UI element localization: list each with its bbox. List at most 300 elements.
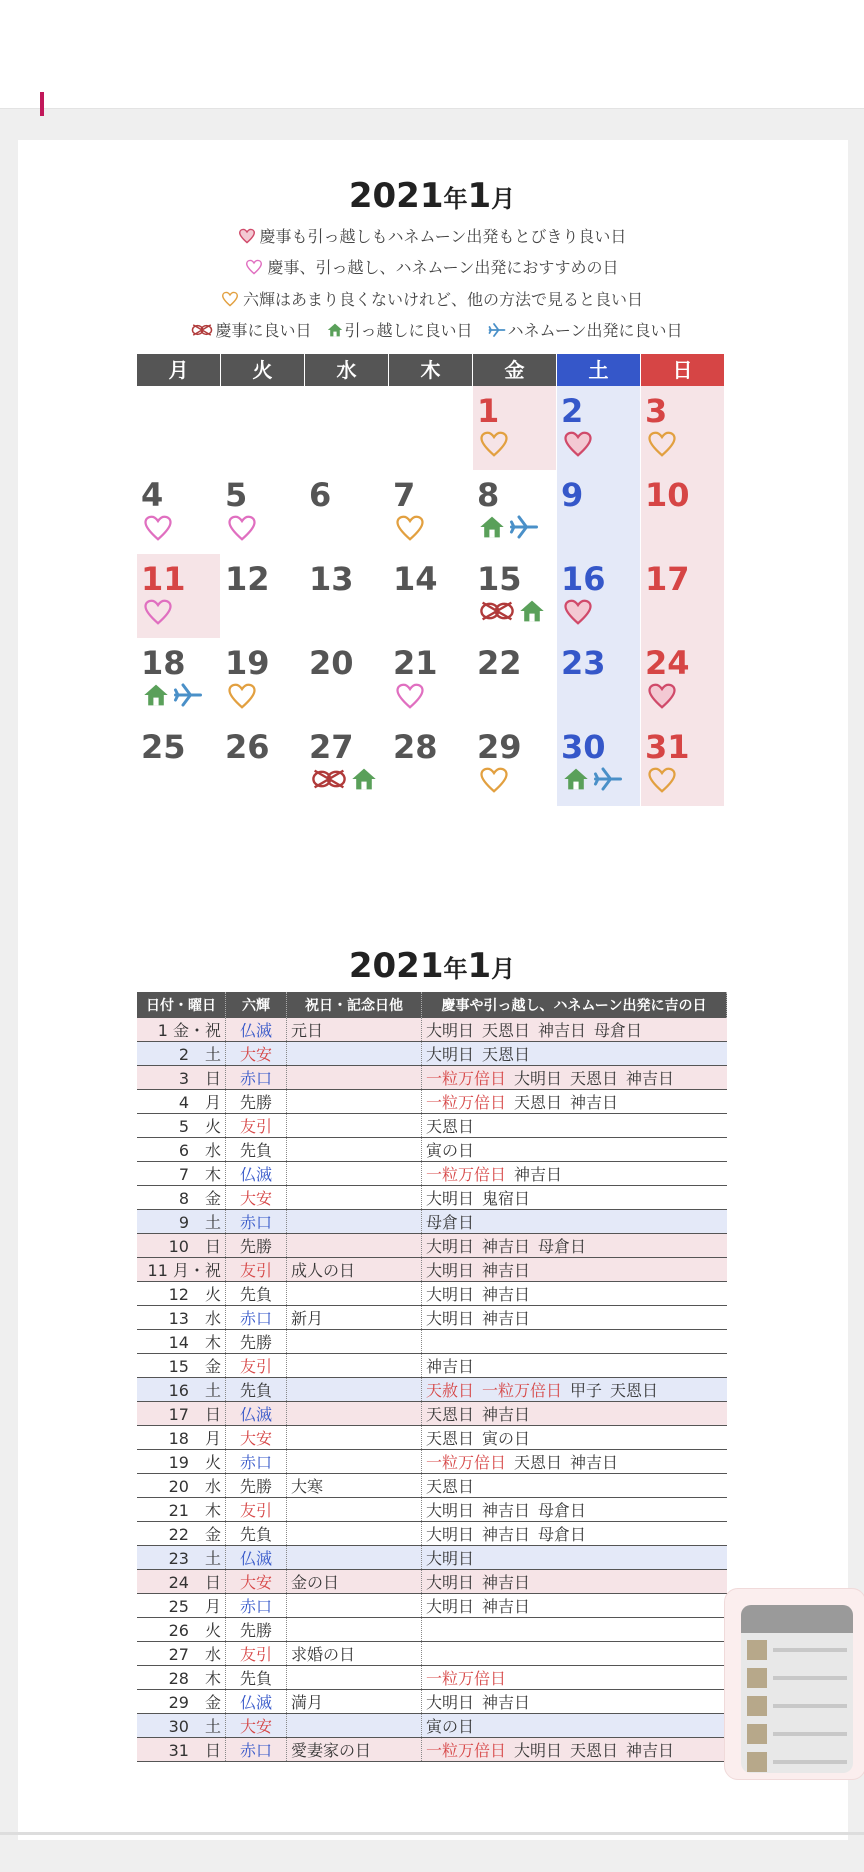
heart-orange-icon xyxy=(479,430,509,462)
calendar-day-icons xyxy=(647,430,677,462)
cell-lucky-days xyxy=(422,1450,727,1474)
calendar-grid xyxy=(137,354,727,806)
legend-line-1 xyxy=(0,224,864,248)
calendar-day-29 xyxy=(473,722,556,806)
cell-holiday xyxy=(287,1042,422,1066)
cell-lucky-days xyxy=(422,1666,727,1690)
calendar-day-12 xyxy=(221,554,304,638)
calendar-day-8 xyxy=(473,470,556,554)
calendar-day-number: 28 xyxy=(393,728,438,766)
house-icon xyxy=(479,514,505,544)
calendar-day-number: 29 xyxy=(477,728,522,766)
rokuyo-label: 友引 xyxy=(239,1645,272,1664)
calendar-day-icons xyxy=(563,598,593,630)
cell-holiday xyxy=(287,1546,422,1570)
calendar-day-number: 17 xyxy=(645,560,690,598)
cell-lucky-days xyxy=(422,1162,727,1186)
lucky-day-label: 神吉日 xyxy=(626,1069,675,1088)
cell-lucky-days xyxy=(422,1234,727,1258)
calendar-day-24 xyxy=(641,638,724,722)
calendar-day-icons xyxy=(311,766,377,796)
calendar-day-number: 21 xyxy=(393,644,438,682)
lucky-day-label: 大明日 xyxy=(426,1573,475,1592)
cell-rokuyo xyxy=(226,1162,287,1186)
lucky-day-label: 神吉日 xyxy=(538,1021,587,1040)
calendar-empty-cell xyxy=(137,386,220,470)
weekday-header-4: 金 xyxy=(473,354,556,386)
calendar-day-icons xyxy=(395,682,425,714)
house-icon xyxy=(327,322,343,342)
heart-pink-icon xyxy=(227,514,257,546)
cell-date: 29 金 xyxy=(137,1690,226,1714)
widget-phone-bar xyxy=(741,1605,853,1633)
calendar-day-10 xyxy=(641,470,724,554)
cell-date: 16 土 xyxy=(137,1378,226,1402)
cell-rokuyo xyxy=(226,1234,287,1258)
calendar-day-25 xyxy=(137,722,220,806)
calendar-title-year: 2021 xyxy=(348,176,444,216)
calendar-empty-cell xyxy=(305,386,388,470)
table-row xyxy=(137,1498,727,1522)
cell-lucky-days xyxy=(422,1090,727,1114)
table-row xyxy=(137,1330,727,1354)
heart-orange-icon xyxy=(227,682,257,714)
cell-holiday: 大寒 xyxy=(287,1474,422,1498)
calendar-title-nen: 年 xyxy=(443,185,468,213)
cell-date: 26 火 xyxy=(137,1618,226,1642)
rokuyo-label: 赤口 xyxy=(239,1069,272,1088)
calendar-day-9 xyxy=(557,470,640,554)
lucky-day-label: 大明日 xyxy=(426,1045,475,1064)
rokuyo-label: 大安 xyxy=(239,1429,272,1448)
cell-holiday xyxy=(287,1330,422,1354)
lucky-day-label: 一粒万倍日 xyxy=(426,1741,507,1760)
cell-rokuyo xyxy=(226,1546,287,1570)
header-holiday: 祝日・記念日他 xyxy=(287,992,422,1018)
heart-pink-icon xyxy=(245,259,263,279)
table-row xyxy=(137,1546,727,1570)
cell-holiday xyxy=(287,1234,422,1258)
legend-text-other-method: 六輝はあまり良くないけれど、他の方法で見ると良い日 xyxy=(242,290,643,309)
cell-holiday xyxy=(287,1498,422,1522)
lucky-day-label: 神吉日 xyxy=(626,1741,675,1760)
cell-lucky-days xyxy=(422,1594,727,1618)
lucky-day-label: 天恩日 xyxy=(426,1117,475,1136)
calendar-day-number: 23 xyxy=(561,644,606,682)
lucky-day-label: 天恩日 xyxy=(570,1741,619,1760)
weekday-header-2: 水 xyxy=(305,354,388,386)
table-title xyxy=(0,946,864,986)
legend-text-recommended: 慶事、引っ越し、ハネムーン出発におすすめの日 xyxy=(267,258,619,277)
lucky-day-table xyxy=(137,992,727,1762)
house-icon xyxy=(563,766,589,796)
heart-orange-icon xyxy=(479,766,509,798)
table-row xyxy=(137,1114,727,1138)
calendar-day-number: 22 xyxy=(477,644,522,682)
lucky-day-label: 大明日 xyxy=(426,1189,475,1208)
lucky-day-label: 寅の日 xyxy=(426,1717,475,1736)
calendar-day-number: 5 xyxy=(225,476,248,514)
calendar-day-number: 10 xyxy=(645,476,690,514)
plane-icon xyxy=(173,682,203,712)
cell-holiday: 求婚の日 xyxy=(287,1642,422,1666)
cell-holiday xyxy=(287,1186,422,1210)
rokuyo-label: 仏滅 xyxy=(239,1405,272,1424)
cell-date: 12 火 xyxy=(137,1282,226,1306)
lucky-day-label: 神吉日 xyxy=(482,1405,531,1424)
cell-rokuyo xyxy=(226,1066,287,1090)
rokuyo-label: 仏滅 xyxy=(239,1549,272,1568)
calendar-day-number: 9 xyxy=(561,476,584,514)
lucky-day-label: 神吉日 xyxy=(482,1525,531,1544)
calendar-day-14 xyxy=(389,554,472,638)
calendar-day-icons xyxy=(395,514,425,546)
cell-date: 15 金 xyxy=(137,1354,226,1378)
rokuyo-label: 先負 xyxy=(239,1669,272,1688)
cell-date: 11 月・祝 xyxy=(137,1258,226,1282)
cell-lucky-days xyxy=(422,1042,727,1066)
calendar-day-16 xyxy=(557,554,640,638)
lucky-day-label: 寅の日 xyxy=(426,1141,475,1160)
cell-date: 1 金・祝 xyxy=(137,1018,226,1042)
weekday-header-1: 火 xyxy=(221,354,304,386)
calendar-day-number: 6 xyxy=(309,476,332,514)
cell-rokuyo xyxy=(226,1138,287,1162)
calendar-day-number: 27 xyxy=(309,728,354,766)
cell-lucky-days xyxy=(422,1618,727,1642)
table-row xyxy=(137,1018,727,1042)
calendar-day-number: 8 xyxy=(477,476,500,514)
lucky-day-label: 天赦日 xyxy=(426,1381,475,1400)
lucky-day-label: 母倉日 xyxy=(538,1525,587,1544)
rokuyo-label: 友引 xyxy=(239,1501,272,1520)
table-row xyxy=(137,1426,727,1450)
cell-holiday xyxy=(287,1114,422,1138)
header-lucky: 慶事や引っ越し、ハネムーン出発に吉の日 xyxy=(422,992,727,1018)
lucky-day-label: 大明日 xyxy=(426,1285,475,1304)
rokuyo-label: 大安 xyxy=(239,1045,272,1064)
rokuyo-label: 友引 xyxy=(239,1117,272,1136)
cell-date: 18 月 xyxy=(137,1426,226,1450)
cell-date: 4 月 xyxy=(137,1090,226,1114)
calendar-day-number: 3 xyxy=(645,392,668,430)
cell-lucky-days xyxy=(422,1378,727,1402)
weekday-header-5: 土 xyxy=(557,354,640,386)
rokuyo-label: 先勝 xyxy=(239,1477,272,1496)
calendar-day-number: 18 xyxy=(141,644,186,682)
calendar-day-number: 15 xyxy=(477,560,522,598)
legend-line-4 xyxy=(0,318,864,342)
lucky-day-label: 一粒万倍日 xyxy=(426,1069,507,1088)
calendar-week-5 xyxy=(137,722,727,806)
calendar-day-21 xyxy=(389,638,472,722)
calendar-day-number: 25 xyxy=(141,728,186,766)
lucky-day-label: 母倉日 xyxy=(594,1021,643,1040)
cell-lucky-days xyxy=(422,1546,727,1570)
calendar-day-4 xyxy=(137,470,220,554)
lucky-day-label: 一粒万倍日 xyxy=(426,1093,507,1112)
legend-text-celebration: 慶事に良い日 xyxy=(215,321,312,340)
calendar-day-7 xyxy=(389,470,472,554)
plane-icon xyxy=(488,322,506,342)
cell-lucky-days xyxy=(422,1354,727,1378)
calendar-day-6 xyxy=(305,470,388,554)
cell-date: 13 水 xyxy=(137,1306,226,1330)
cell-lucky-days xyxy=(422,1114,727,1138)
cell-holiday xyxy=(287,1594,422,1618)
cell-lucky-days xyxy=(422,1738,727,1762)
lucky-day-label: 神吉日 xyxy=(482,1501,531,1520)
calendar-day-icons xyxy=(563,766,623,796)
calendar-day-27 xyxy=(305,722,388,806)
calendar-day-number: 30 xyxy=(561,728,606,766)
calendar-day-30 xyxy=(557,722,640,806)
cell-rokuyo xyxy=(226,1666,287,1690)
cell-holiday: 満月 xyxy=(287,1690,422,1714)
rokuyo-label: 先負 xyxy=(239,1381,272,1400)
heart-orange-icon xyxy=(221,291,239,311)
cell-lucky-days xyxy=(422,1018,727,1042)
lucky-day-label: 天恩日 xyxy=(426,1429,475,1448)
rokuyo-label: 赤口 xyxy=(239,1213,272,1232)
lucky-day-label: 神吉日 xyxy=(482,1285,531,1304)
calendar-day-19 xyxy=(221,638,304,722)
cell-holiday xyxy=(287,1402,422,1426)
table-title-nen: 年 xyxy=(443,955,468,983)
calendar-day-icons xyxy=(143,682,203,712)
cell-rokuyo xyxy=(226,1186,287,1210)
calendar-day-number: 13 xyxy=(309,560,354,598)
cell-date: 24 日 xyxy=(137,1570,226,1594)
weekday-header-0: 月 xyxy=(137,354,220,386)
lucky-day-label: 大明日 xyxy=(426,1693,475,1712)
table-row xyxy=(137,1066,727,1090)
table-row xyxy=(137,1378,727,1402)
cell-holiday xyxy=(287,1066,422,1090)
house-icon xyxy=(143,682,169,712)
table-row xyxy=(137,1162,727,1186)
lucky-day-label: 天恩日 xyxy=(482,1021,531,1040)
rokuyo-label: 赤口 xyxy=(239,1597,272,1616)
lucky-day-label: 母倉日 xyxy=(538,1501,587,1520)
rokuyo-label: 大安 xyxy=(239,1717,272,1736)
table-row xyxy=(137,1714,727,1738)
cell-holiday xyxy=(287,1378,422,1402)
table-row xyxy=(137,1522,727,1546)
calendar-day-number: 1 xyxy=(477,392,500,430)
table-header-row xyxy=(137,992,727,1018)
knot-icon xyxy=(191,322,213,341)
table-row xyxy=(137,1738,727,1762)
cell-holiday xyxy=(287,1162,422,1186)
lucky-day-label: 鬼宿日 xyxy=(482,1189,531,1208)
calendar-day-20 xyxy=(305,638,388,722)
cell-lucky-days xyxy=(422,1282,727,1306)
lucky-day-label: 大明日 xyxy=(426,1501,475,1520)
calendar-week-1 xyxy=(137,386,727,470)
table-title-year: 2021 xyxy=(348,946,444,986)
lucky-day-label: 大明日 xyxy=(514,1069,563,1088)
lucky-day-label: 大明日 xyxy=(426,1237,475,1256)
plane-icon xyxy=(593,766,623,796)
lucky-day-label: 神吉日 xyxy=(482,1261,531,1280)
calendar-day-26 xyxy=(221,722,304,806)
legend-text-honeymoon: ハネムーン出発に良い日 xyxy=(507,321,683,340)
calendar-day-number: 16 xyxy=(561,560,606,598)
cell-rokuyo xyxy=(226,1426,287,1450)
legend-line-2 xyxy=(0,255,864,279)
calendar-day-23 xyxy=(557,638,640,722)
rokuyo-label: 先負 xyxy=(239,1141,272,1160)
calendar-day-number: 20 xyxy=(309,644,354,682)
rokuyo-label: 仏滅 xyxy=(239,1693,272,1712)
calendar-day-icons xyxy=(479,598,545,628)
cell-rokuyo xyxy=(226,1498,287,1522)
table-row xyxy=(137,1642,727,1666)
lucky-day-label: 一粒万倍日 xyxy=(426,1165,507,1184)
calendar-title-month: 1 xyxy=(467,176,492,216)
heart-red-icon xyxy=(563,430,593,462)
heart-orange-icon xyxy=(647,430,677,462)
calendar-day-number: 7 xyxy=(393,476,416,514)
rokuyo-label: 先勝 xyxy=(239,1093,272,1112)
cell-holiday xyxy=(287,1714,422,1738)
cell-rokuyo xyxy=(226,1042,287,1066)
calendar-day-15 xyxy=(473,554,556,638)
cell-holiday xyxy=(287,1522,422,1546)
lucky-day-label: 天恩日 xyxy=(482,1045,531,1064)
cell-date: 6 水 xyxy=(137,1138,226,1162)
weekday-header-6: 日 xyxy=(641,354,724,386)
table-row xyxy=(137,1042,727,1066)
cell-lucky-days xyxy=(422,1258,727,1282)
lucky-day-label: 神吉日 xyxy=(570,1093,619,1112)
heart-pink-icon xyxy=(143,598,173,630)
house-icon xyxy=(519,598,545,628)
calendar-week-4 xyxy=(137,638,727,722)
cell-rokuyo xyxy=(226,1402,287,1426)
calendar-day-icons xyxy=(479,514,539,544)
rokuyo-label: 赤口 xyxy=(239,1453,272,1472)
calendar-day-3 xyxy=(641,386,724,470)
lucky-day-label: 天恩日 xyxy=(426,1405,475,1424)
lucky-day-label: 天恩日 xyxy=(514,1453,563,1472)
cell-date: 10 日 xyxy=(137,1234,226,1258)
calendar-day-icons xyxy=(647,766,677,798)
legend-text-moving: 引っ越しに良い日 xyxy=(344,321,473,340)
header-date: 日付・曜日 xyxy=(137,992,226,1018)
calendar-weekday-header xyxy=(137,354,727,386)
heart-red-icon xyxy=(563,598,593,630)
heart-red-icon xyxy=(238,228,256,248)
table-row xyxy=(137,1450,727,1474)
rokuyo-label: 仏滅 xyxy=(239,1165,272,1184)
rokuyo-label: 友引 xyxy=(239,1357,272,1376)
lucky-day-label: 大明日 xyxy=(426,1261,475,1280)
table-row xyxy=(137,1234,727,1258)
table-row xyxy=(137,1618,727,1642)
cell-holiday xyxy=(287,1450,422,1474)
lucky-day-label: 甲子 xyxy=(570,1381,603,1400)
rokuyo-label: 赤口 xyxy=(239,1741,272,1760)
calendar-day-icons xyxy=(143,598,173,630)
calendar-day-2 xyxy=(557,386,640,470)
heart-pink-icon xyxy=(143,514,173,546)
lucky-day-label: 大明日 xyxy=(426,1021,475,1040)
lucky-day-label: 天恩日 xyxy=(426,1477,475,1496)
lucky-day-label: 天恩日 xyxy=(570,1069,619,1088)
cell-holiday xyxy=(287,1282,422,1306)
lucky-day-label: 神吉日 xyxy=(482,1237,531,1256)
cell-date: 17 日 xyxy=(137,1402,226,1426)
table-row xyxy=(137,1138,727,1162)
knot-icon xyxy=(311,767,347,795)
cell-rokuyo xyxy=(226,1330,287,1354)
cell-lucky-days xyxy=(422,1186,727,1210)
calendar-day-5 xyxy=(221,470,304,554)
cell-rokuyo xyxy=(226,1618,287,1642)
table-row xyxy=(137,1282,727,1306)
cell-holiday: 新月 xyxy=(287,1306,422,1330)
heart-pink-icon xyxy=(395,682,425,714)
lucky-day-label: 母倉日 xyxy=(426,1213,475,1232)
lucky-day-label: 神吉日 xyxy=(570,1453,619,1472)
cell-rokuyo xyxy=(226,1090,287,1114)
calendar-day-number: 4 xyxy=(141,476,164,514)
heart-orange-icon xyxy=(647,766,677,798)
table-row xyxy=(137,1570,727,1594)
cell-holiday xyxy=(287,1666,422,1690)
cell-holiday xyxy=(287,1618,422,1642)
cell-holiday xyxy=(287,1138,422,1162)
table-row xyxy=(137,1690,727,1714)
cell-date: 30 土 xyxy=(137,1714,226,1738)
cell-lucky-days xyxy=(422,1714,727,1738)
cell-rokuyo xyxy=(226,1570,287,1594)
calendar-day-number: 24 xyxy=(645,644,690,682)
cell-date: 2 土 xyxy=(137,1042,226,1066)
lucky-day-label: 天恩日 xyxy=(610,1381,659,1400)
table-row xyxy=(137,1354,727,1378)
weekday-header-3: 木 xyxy=(389,354,472,386)
rokuyo-label: 仏滅 xyxy=(239,1021,272,1040)
table-title-month: 1 xyxy=(467,946,492,986)
cell-date: 25 月 xyxy=(137,1594,226,1618)
calendar-empty-cell xyxy=(221,386,304,470)
lucky-day-label: 神吉日 xyxy=(482,1597,531,1616)
cell-date: 27 水 xyxy=(137,1642,226,1666)
rokuyo-label: 大安 xyxy=(239,1573,272,1592)
cell-date: 8 金 xyxy=(137,1186,226,1210)
lucky-day-label: 神吉日 xyxy=(482,1693,531,1712)
calendar-week-2 xyxy=(137,470,727,554)
table-row xyxy=(137,1666,727,1690)
lucky-day-label: 大明日 xyxy=(426,1597,475,1616)
lucky-day-label: 大明日 xyxy=(426,1309,475,1328)
cell-date: 20 水 xyxy=(137,1474,226,1498)
lucky-day-label: 神吉日 xyxy=(482,1309,531,1328)
table-row xyxy=(137,1594,727,1618)
calendar-day-icons xyxy=(563,430,593,462)
floating-app-widget[interactable] xyxy=(724,1588,864,1780)
rokuyo-label: 大安 xyxy=(239,1189,272,1208)
cell-lucky-days xyxy=(422,1402,727,1426)
legend-text-best: 慶事も引っ越しもハネムーン出発もとびきり良い日 xyxy=(259,227,627,246)
top-header xyxy=(0,0,864,109)
calendar-title-gatsu: 月 xyxy=(491,185,516,213)
cell-lucky-days xyxy=(422,1306,727,1330)
cell-lucky-days xyxy=(422,1690,727,1714)
